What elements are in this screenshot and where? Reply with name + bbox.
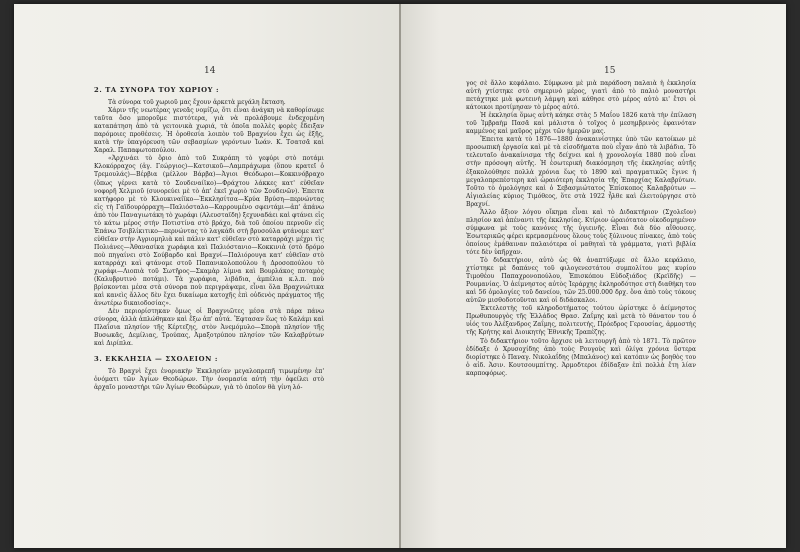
paragraph: «Ἀρχινάει τὸ ὅριο ἀπὸ τοῦ Συκράπη τὸ γεφύρι στὸ ποτάμι Κλοκόρραχος (ἁγ. Γεώργιος)—Κατσικοῦ—Λαμπράχωμα (ὅπου κρατεῖ ὁ Τρεμουλάς)—Βέρβια (μέλλον Βάρβα)—Ἁγιοι Θεόδωροι—Κοκκινόβραχο (ὅπως γέρνει κατὰ τὸ Σουδεναίϊκο)—Φράχτου λάκκες κατ' εὐθεῖαν νοφορῆ Χελμιοῦ (συνορεύει μὲ τὸ ἀπ' ἐκεῖ χωριὸ τῶν Σουδενῶν). Ἐπειτα κατήφορο μὲ τὸ Κλουκιναίϊκο—Ἐκκλησίτσα—Κρύα Βρύση—περνώντας εἰς τὴ Γαϊδουρόρραχη—Παλιόσταλο—Καρρουμένο σφεντάμι—ἀπ' ἀπάνω ἀπὸ τὸν Παναγιωτάκη τὸ χωράφι (Αλευσταϊδη) ξεχυναδάει καὶ φτάνει εἰς τὸ κάτω μέρος στὴν Ποτιστίνα στὸ βράχο, διὰ τοῦ ὁποίου περνοῦν εἰς Ἐπάνω Τσιβλίκιτικο—περνώντας τὸ λαγκάδι στὴ βρυσούλα φτάνομε κατ' εὐθεῖαν στὴν Αγριομηλιὰ καὶ πάλιν κατ' εὐθεῖαν στὸ καταρράχι μέχρι τὶς Πολιάνες—Ἀθανασίκα χωράφια καὶ Παλιόστανιο—Κοκκινιὰ (στὸ δρόμο ποὺ πηγαίνει στὸ Σούβαρδο καὶ Βραχνί—Παλιόρουγα κατ' εὐθεῖαν στὸ καταρράχι καὶ φτάνομε στοῦ Παπανικολοπούλου ἡ Δροσοπούλου τὸ χωράφι—Λιοπιὰ τοῦ Σωτῆρος—Σκαμὰρ λίμνα καὶ Βουρλάκος ποταμὸς (Καλυβρυτινὸ ποτάμι). Τὰ χωράφια, λιβάδια, ἀμπέλια κ.λ.π. ποὺ βρίσκονται μέσα στὰ σύνορα ποὺ περιγράψαμε, εἶναι ὅλα Βραχνιώτικα καὶ κανεὶς ἄλλος δὲν ἔχει δικαίωμα κατοχῆς ἐπὶ οὐδενὸς πράγματος τῆς ἀνωτέρω δικαιοδοσίας».	[94, 155, 324, 308]
section-heading: 2. ΤΑ ΣΥΝΟΡΑ ΤΟΥ ΧΩΡΙΟΥ :	[94, 86, 220, 94]
paragraph: Τὸ διδακτήριον, αὐτὸ ὡς θὰ ἀναπτύξωμε σὲ ἄλλο κεφάλαιο, χτίστηκε μὲ δαπάνες τοῦ φιλογενεστάτου συμπολίτου μας κυρίου Τιμοθέου Παπαχρονοπούλου, Ἐπισκόπου Εὐδοξιάδος (Κρεϊδῆς) — Ρουμανίας. Ὁ ἀείμνηστος αὐτὸς Ἱεράρχης ἐκληροδότησε στὴ διαθήκη του καὶ 56 ὁμολογίες τοῦ δανείου, τῶν 25.000.000 δρχ. ὅνα ἀπὸ τοὺς τόκους αὐτῶν μισθοδοτοῦνται καὶ οἱ διδάσκαλοι.	[466, 257, 696, 305]
page-number: 14	[204, 66, 216, 76]
paragraph: Ἐκτελεστὴς τοῦ κληροδοτήματος τούτου ὡρίστηκε ὁ ἀείμνηστος Πρωθυπουργὸς τῆς Ἑλλάδος Θρασ. Ζαΐμης καὶ μετὰ τὸ θάνατον του ὁ υἱός του Ἀλέξανδρος Ζαΐμης, πολιτευτής, Πρόεδρος Γερουσίας, ἀρμοστὴς τῆς Κρήτης καὶ Διοικητὴς Ἐθνικῆς Τραπέζης.	[466, 305, 696, 337]
right-page	[401, 4, 786, 548]
section-heading: 3. ΕΚΚΛΗΣΙΑ — ΣΧΟΛΕΙΟΝ :	[94, 354, 218, 363]
left-page-text	[94, 80, 324, 392]
right-page-text	[466, 80, 696, 378]
paragraph: γος σὲ ἄλλο κεφάλαιο. Σύμφωνα μὲ μιὰ παράδοση παλαιὰ ἡ ἐκκλησία αὐτὴ χτίστηκε στὸ σημερινὸ μέρος, γιατὶ ἀπὸ τὸ παλιὸ μοναστήρι πετάχτηκε μιὰ φωτεινὴ λάμψη καὶ κάθησε στὸ μέρος αὐτὸ κι' ἔτσι οἱ κάτοικοι προτίμησαν τὸ μέρος αὐτό.	[466, 80, 696, 112]
paragraph: Δὲν περιορίστηκαν ὅμως οἱ Βραχνιῶτες μέσα στὰ πάρα πάνω σύνορα, ἀλλὰ ἁπλώθηκαν καὶ ἔξω ἀπ' αὐτά. Ἔφτασαν ἕως τὸ Καλάμι καὶ Πλαΐσια πλησίον τῆς Κέρτεζης, στὸν Ἀνεμόμυλο—Σπορὰ πλησίον τῆς Βυσωκᾶς, Δεμίλιας, Τρούπας, Ἀμαξοτρύπου πλησίον τῶν Καλαβρύτων καὶ Διρίπλα.	[94, 308, 324, 348]
paragraph: Τὰ σύνορα τοῦ χωριοῦ μας ἔχουν ἀρκετὰ μεγάλη ἔκταση.	[108, 99, 286, 107]
paragraph: Τὸ διδακτήριον τοῦτο ἄρχισε νὰ λειτουργῆ ἀπὸ τὸ 1871. Τὸ πρῶτον ἐδίδαξε ὁ Χρυσοχίδης ἀπὸ τοὺς Ρουγοὺς καὶ ὀλίγα χρόνια ὕστερα διορίστηκε ὁ Παναγ. Νικολαΐδης (Μπαλάνος) καὶ κατόπιν ὡς βοηθὸς του ὁ αἰδ. Ἀσιν. Κουτσουμπίτης. Ἀρμοδτεροι ἐδίδαξαν ἐπὶ πολλὰ ἔτη λίαν καρποφόρως.	[466, 337, 696, 377]
page-number: 15	[604, 66, 616, 76]
paragraph: Χάριν τῆς νεωτέρας γενεᾶς νομίζω, ὅτι εἶναι ἀνάγκη νὰ καθορίσωμε ταῦτα ὅσο μποροῦμε πιστότερα, γιὰ νὰ προλάβουμε ἐνδεχομένη καταπάτηση ἀπὸ τὰ γειτονικὰ χωριά, τὰ ὁποῖα πολλὲς φορὲς ἔδειξαν παρόμοιες προθέσεις. Ἡ ὁροθεσία λοιπὸν τοῦ Βραχνίου ἔχει ὡς ἑξῆς, κατὰ τὴν ὑπαγόρευση τῶν σεβασμίων γερόντων Ἰωάν. Κ. Τσατσᾶ καὶ Χαραλ. Παπαφωτοπούλου.	[94, 107, 324, 155]
left-page	[14, 4, 399, 548]
book-spread	[14, 4, 786, 548]
paragraph: Ἄλλο ἄξιον λόγου οἴκημα εἶναι καὶ τὸ Διδακτήριον (Σχολεῖον) πλησίον καὶ ἀπέναντι τῆς ἐκκλησίας. Κτίριον ὡραιότατον οἰκοδομημένον σύμφωνα μὲ τοὺς κανόνες τῆς ὑγιεινῆς. Εἶναι διὰ δύο αἴθουσες. Ἐσωτερικῶς φέρει κρεμασμένους ὅλους τοὺς ξύλινους πίνακες, ἀπὸ τοὺς ὁποίους ἐμάθαιναν παλαιότερα οἱ μαθηταὶ τὰ γράμματα, γιατὶ βιβλία τότε δὲν ὑπῆρχαν.	[466, 208, 697, 256]
paragraph: Τὸ Βραχνὶ ἔχει ἐνοριακὴν Ἐκκλησίαν μεγαλοπρεπῆ τιμωμένην ἐπ' ὀνόματι τῶν Ἁγίων Θεοδώρων. Τὴν ὀνομασία αὐτὴ τὴν ὀφείλει στὸ ἀρχαῖο μοναστήρι τῶν Ἁγίων Θεοδώρων, γιὰ τὸ ὁποῖον θὰ γίνη λό-	[94, 367, 324, 391]
paragraph: Ἔπειτα κατὰ τὸ 1876—1880 ἀνακαινίστηκε ὑπὸ τῶν κατοίκων μὲ προσωπικὴ ἐργασία καὶ μὲ τὰ εἰσοδήματα ποὺ εἶχαν ἀπὸ τὰ λιβάδια. Τὸ τελευταῖο ἀνακαίνισμα τῆς δείχνει καὶ ἡ χρονολογία 1880 ποὺ εἶναι στὴν πρόσοψη αὐτῆς. Ἡ ἐσωτερικὴ διακόσμηση τῆς ἐκκλησίας αὐτῆς ἐξακολούθησε πολλὰ χρόνια ἕως τὸ 1890 καὶ πραγματικῶς ἔγινε ἡ μεγαλοπρεπέστερη καὶ ὡραιότερη ἐκκλησία τῆς Ἐπαρχίας Καλαβρύτων. Τοῦτο τὸ ὁμολόγησε καὶ ὁ Σεβασμιώτατος Ἐπίσκοπος Καλαβρύτων — Αἰγιαλείας κύριος Τιμόθεος, ὅτε στὰ 1922 ἦλθε καὶ ἐλειτούργησε στὸ Βραχνί.	[466, 136, 696, 208]
paragraph: Ἡ ἐκκλησία ὅμως αὐτὴ κάηκε στὰς 5 Μαΐου 1826 κατὰ τὴν ἐπίλαση τοῦ Ἰμβραὴμ Πασᾶ καὶ μάλιστα ὁ τοῖχος ὁ μεσημβρινὸς ἐφαινόταν καμμένος καὶ μαῦρος μέχρι τῶν ἡμερῶν μας.	[466, 112, 696, 136]
